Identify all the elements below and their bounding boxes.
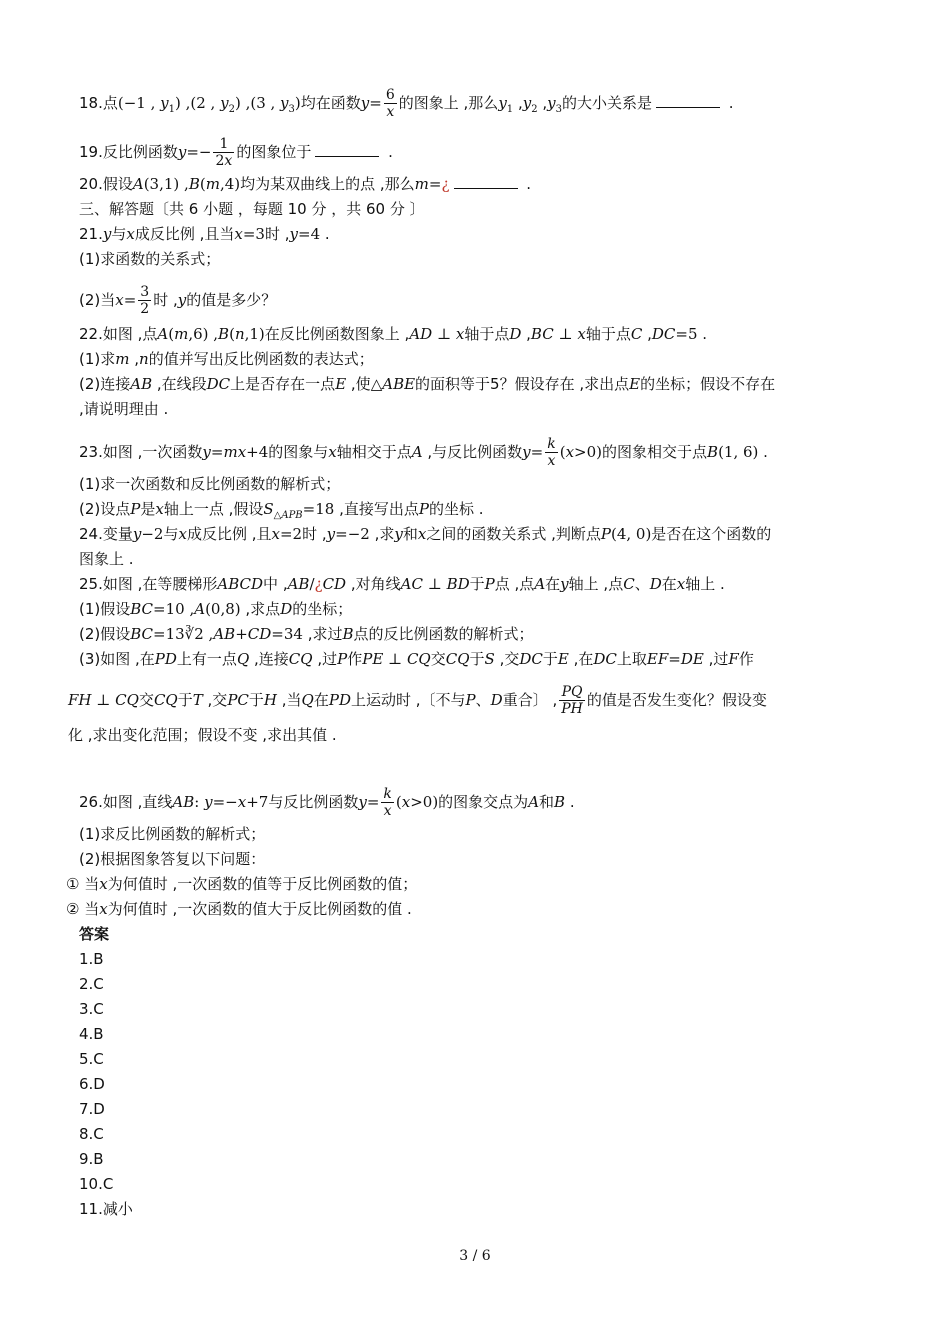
question-25-part-3-end: 化 ,求出变化范围；假设不变 ,求出其值 .	[68, 726, 337, 744]
question-25-part-1: (1)假设BC=10 ,A(0,8) ,求点D的坐标；	[79, 600, 353, 618]
question-25: 25.如图 ,在等腰梯形ABCD中 ,AB/¿CD ,对角线AC ⊥ BD于P点 ,点A在y轴上 ,点C、D在x轴上 .	[79, 575, 725, 593]
page-number: 3 / 6	[459, 1248, 491, 1264]
question-21-part-2: (2)当x= $\frac{3}{2}$ 时 ,y的值是多少？	[79, 284, 277, 317]
question-26-part-2: (2)根据图象答复以下问题：	[79, 850, 266, 868]
answer-blank	[315, 142, 379, 157]
answer-item: 1.B	[79, 950, 104, 968]
question-25-part-3: (3)如图 ,在PD上有一点Q ,连接CQ ,过P作PE ⊥ CQ交CQ于S ,交DC于E ,在DC上取EF=DE ,过F作	[79, 650, 754, 668]
answer-item: 9.B	[79, 1150, 104, 1168]
question-26-part-1: (1)求反比例函数的解析式；	[79, 825, 266, 843]
answer-item: 5.C	[79, 1050, 104, 1068]
fraction-k-over-x: $\frac{k}{x}$	[547, 436, 556, 469]
section-heading: 三、解答题〔共 6 小题 ，每题 10 分 ，共 60 分 〕	[79, 200, 425, 218]
answer-item: 3.C	[79, 1000, 104, 1018]
answer-item: 8.C	[79, 1125, 104, 1143]
question-24-cont: 图象上 .	[79, 550, 134, 568]
question-22-part-2: (2)连接AB ,在线段DC上是否存在一点E ,使△ABE的面积等于5？假设存在 ,求出点E的坐标；假设不存在	[79, 375, 776, 393]
question-18: 18.点(−1 , $y_1$) ,(2 , $y_2$) ,(3 , $y_3$)均在函数y= $\frac{6}{x}$ 的图象上 ,那么$y_1$ $,y_2$ $,y_3$的大小关系是 .	[79, 87, 734, 120]
question-20: 20.假设A(3,1) ,B(m,4)均为某双曲线上的点 ,那么m=¿ .	[79, 175, 532, 193]
answer-blank	[454, 174, 518, 189]
question-26-case-2: ② 当x为何值时 ,一次函数的值大于反比例函数的值 .	[66, 900, 412, 918]
question-23: 23.如图 ,一次函数y=mx+4的图象与x轴相交于点A ,与反比例函数y= $\frac{k}{x}$ (x>0)的图象相交于点B(1, 6) .	[79, 436, 768, 469]
fraction-pq-over-ph: $\frac{PQ}{PH}$	[561, 684, 583, 717]
answer-blank	[656, 93, 720, 108]
question-26-case-1: ① 当x为何值时 ,一次函数的值等于反比例函数的值；	[66, 875, 418, 893]
question-22-part-2-cont: ,请说明理由 .	[79, 400, 169, 418]
fraction-1-over-2x: $\frac{1}{2x}$	[215, 136, 233, 169]
question-23-part-2: (2)设点P是x轴上一点 ,假设$S_{\triangle APB}=18$ ,直接写出点P的坐标 .	[79, 500, 484, 521]
answer-item: 4.B	[79, 1025, 104, 1043]
answer-item: 6.D	[79, 1075, 105, 1093]
question-24: 24.变量y−2与x成反比例 ,且x=2时 ,y=−2 ,求y和x之间的函数关系式 ,判断点P(4, 0)是否在这个函数的	[79, 525, 772, 543]
fraction-k-over-x-q26: $\frac{k}{x}$	[383, 786, 392, 819]
answer-item: 10.C	[79, 1175, 114, 1193]
question-22-part-1: (1)求m ,n的值并写出反比例函数的表达式；	[79, 350, 374, 368]
answer-item: 2.C	[79, 975, 104, 993]
question-21: 21.y与x成反比例 ,且当x=3时 ,y=4 .	[79, 225, 330, 243]
answers-heading: 答案	[79, 925, 110, 943]
question-22: 22.如图 ,点A(m,6) ,B(n,1)在反比例函数图象上 ,AD ⊥ x轴于点D ,BC ⊥ x轴于点C ,DC=5 .	[79, 325, 708, 343]
answer-item: 7.D	[79, 1100, 105, 1118]
fraction-3-over-2: $\frac{3}{2}$	[140, 284, 150, 317]
question-21-part-1: (1)求函数的关系式；	[79, 250, 221, 268]
question-19: 19.反比例函数y=− $\frac{1}{2x}$ 的图象位于 .	[79, 136, 393, 169]
answer-item: 11.减小	[79, 1200, 133, 1218]
fraction-6-over-x: $\frac{6}{x}$	[385, 87, 395, 120]
question-23-part-1: (1)求一次函数和反比例函数的解析式；	[79, 475, 341, 493]
question-26: 26.如图 ,直线AB: y=−x+7与反比例函数y= $\frac{k}{x}$ (x>0)的图象交点为A和B .	[79, 786, 575, 819]
question-25-part-3-cont: FH ⊥ CQ交CQ于T ,交PC于H ,当Q在PD上运动时 ,〔不与P、D重合〕 , $\frac{PQ}{PH}$ 的值是否发生变化？假设变	[68, 684, 767, 717]
question-25-part-2: (2)假设BC=13∛2 ,AB+CD=34 ,求过B点的反比例函数的解析式；	[79, 625, 534, 643]
